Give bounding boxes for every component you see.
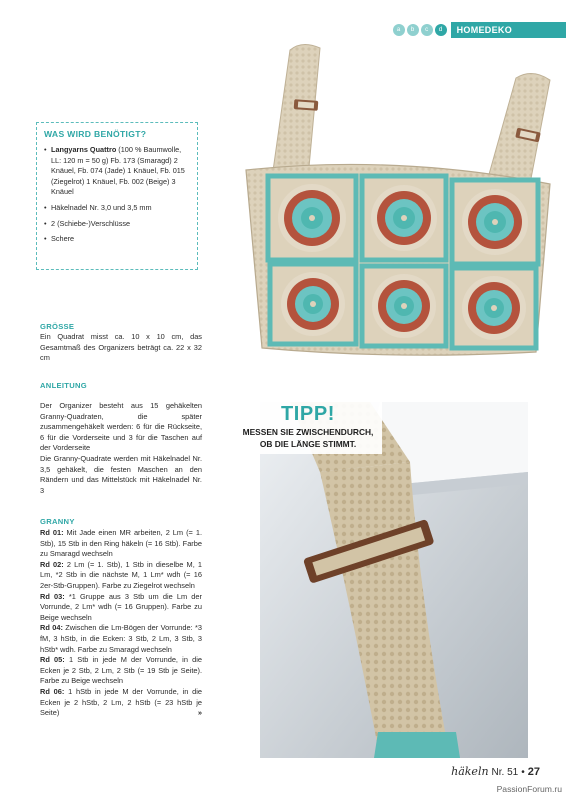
materials-item: [44, 145, 191, 198]
materials-item-bold: Langyarns Quattro: [51, 145, 117, 154]
bag-photo: [216, 34, 566, 366]
round-text: 2 Lm (= 1. Stb), 1 Stb in dieselbe M, 1 Lm, *2 Stb in die nächste M, 1 Lm* wdh (= 16 2er-Stb-Gruppen). Farbe zu Ziegelrot wechseln: [40, 559, 202, 590]
materials-title: WAS WIRD BENÖTIGT?: [44, 129, 147, 139]
round-step: [40, 687, 202, 719]
section-label: HOMEDEKO: [451, 22, 566, 38]
nav-dot: a: [393, 24, 405, 36]
size-section: [40, 322, 202, 364]
tip-title: TIPP!: [280, 403, 336, 425]
granny-title: GRANNY: [40, 517, 75, 526]
instructions-title: ANLEITUNG: [40, 381, 87, 390]
round-label: Rd 05:: [40, 655, 65, 665]
tip-box: [234, 402, 382, 454]
materials-item: [44, 203, 191, 214]
instructions-text-1: Der Organizer besteht aus 15 gehäkelten Granny-Quadraten, die später zusammengehäkelt werden: 6 für die Rückseite, 6 für die Vorderseite und 3 für die Taschen auf der Vorderseite: [40, 401, 202, 453]
round-label: Rd 01:: [40, 528, 64, 537]
nav-dot: b: [407, 24, 419, 36]
materials-item: [44, 234, 191, 245]
continue-mark: »: [197, 708, 202, 718]
size-title: GRÖSSE: [40, 322, 75, 331]
round-label: Rd 02:: [40, 559, 64, 569]
round-text: *1 Gruppe aus 3 Stb um die Lm der Vorrunde, 2 Lm* wdh (= 16 Gruppen). Farbe zu Beige wechseln: [40, 591, 202, 622]
round-step: [40, 655, 202, 687]
granny-square: [452, 180, 538, 264]
granny-square: [362, 176, 446, 260]
materials-item-text: Schere: [51, 234, 75, 244]
materials-box: [36, 122, 198, 270]
round-text: 1 hStb in jede M der Vorrunde, in die Ecken je 2 hStb, 2 Lm, 2 hStb (= 23 hStb je Seite): [40, 686, 202, 718]
round-text: Zwischen die Lm-Bögen der Vorrunde: *3 fM, 3 hStb, in die Ecken: 3 Stb, 2 Lm, 3 Stb, 3 hStb* wdh. Farbe zu Smaragd wechseln: [40, 623, 202, 654]
round-label: Rd 04:: [40, 623, 63, 633]
tip-line-2: OB DIE LÄNGE STIMMT.: [259, 439, 357, 449]
strap-detail-photo: [260, 402, 528, 758]
round-label: Rd 06:: [40, 686, 65, 696]
materials-item: [44, 219, 191, 230]
granny-square: [270, 264, 356, 344]
nav-dot-active: d: [435, 24, 447, 36]
round-step: [40, 623, 202, 655]
materials-item-text: Häkelnadel Nr. 3,0 und 3,5 mm: [51, 202, 152, 212]
round-step: [40, 560, 202, 592]
materials-list: [44, 145, 191, 245]
materials-item-text: (100 % Baumwolle, LL: 120 m = 50 g) Fb. 173 (Smaragd) 2 Knäuel, Fb. 074 (Jade) 1 Knäuel, Fb. 015 (Ziegelrot) 1 Knäuel, Fb. 002 (Beige) 3 Knäuel: [51, 145, 185, 197]
page-footer: [451, 765, 540, 778]
round-step: [40, 592, 202, 624]
round-step: [40, 528, 202, 560]
tip-line-1: MESSEN SIE ZWISCHENDURCH,: [242, 427, 374, 437]
page-number: 27: [527, 766, 540, 778]
materials-item-text: 2 (Schiebe-)Verschlüsse: [51, 218, 131, 228]
round-text: 1 Stb in jede M der Vorrunde, in die Ecken je 2 Stb, 2 Lm, 2 Stb (= 19 Stb je Seite). Farbe zu Beige wechseln: [40, 655, 202, 686]
watermark: PassionForum.ru: [496, 784, 562, 794]
round-text: Mit Jade einen MR arbeiten, 2 Lm (= 1. Stb), 15 Stb in den Ring häkeln (= 16 Stb). Farbe zu Smaragd wechseln: [40, 528, 202, 559]
size-text: Ein Quadrat misst ca. 10 x 10 cm, das Gesamtmaß des Organizers beträgt ca. 22 x 32 cm: [40, 332, 202, 363]
instructions-section: [40, 381, 202, 496]
granny-square: [362, 266, 446, 346]
issue-number: Nr. 51: [491, 767, 519, 778]
round-label: Rd 03:: [40, 591, 65, 601]
granny-square: [452, 268, 536, 348]
magazine-brand: häkeln: [451, 765, 489, 778]
footer-bullet: •: [521, 767, 525, 778]
nav-dot: c: [421, 24, 433, 36]
granny-square: [268, 176, 356, 260]
granny-section: [40, 517, 202, 719]
instructions-text-2: Die Granny-Quadrate werden mit Häkelnadel Nr. 3,5 gehäkelt, die festen Maschen an den Rändern und das Mittelstück mit Häkelnadel Nr. 3: [40, 453, 202, 495]
